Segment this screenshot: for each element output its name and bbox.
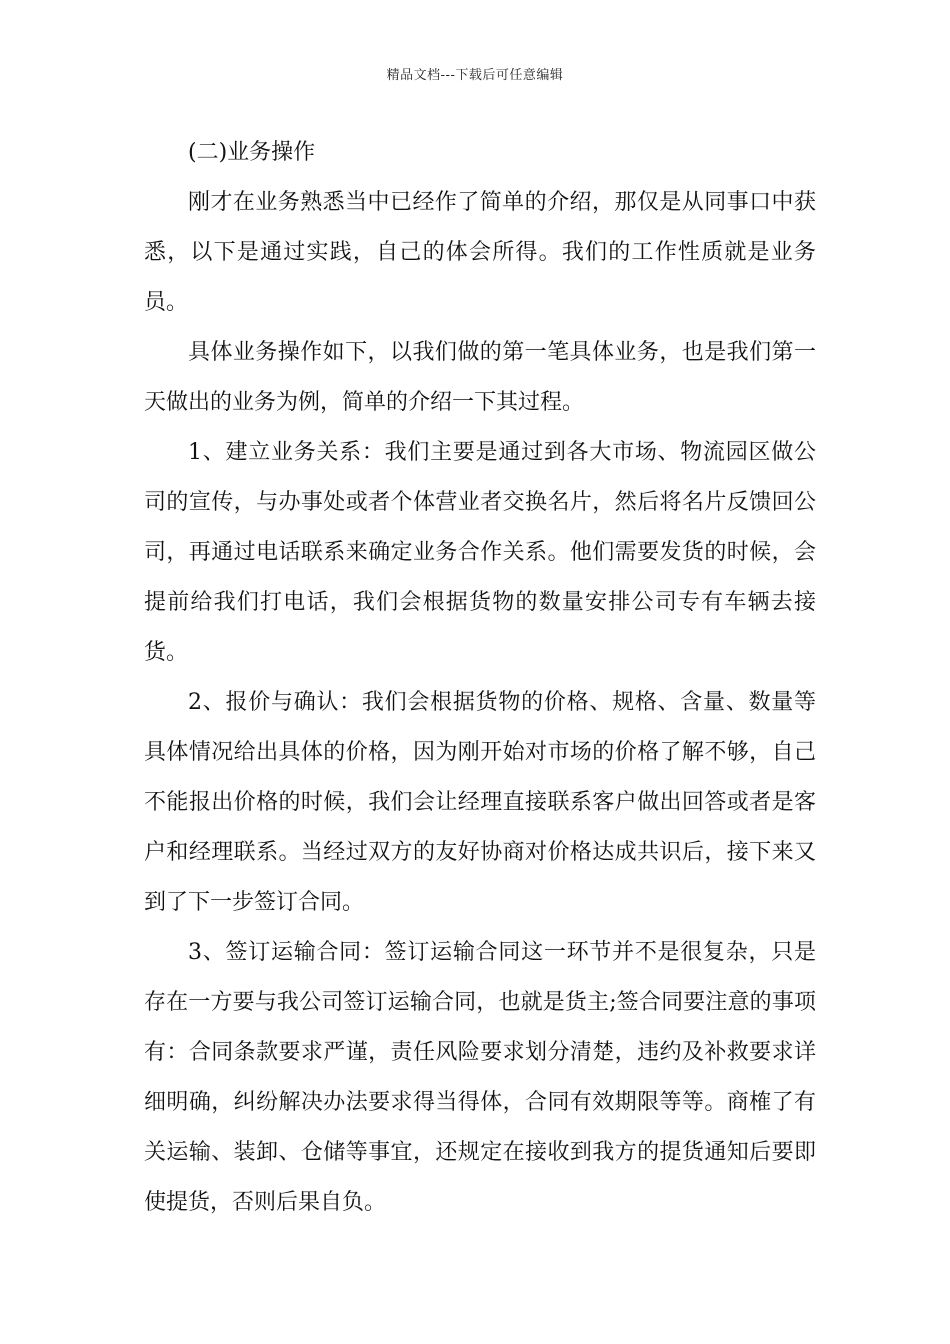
section-heading: (二)业务操作: [188, 140, 316, 165]
paragraph: 具体业务操作如下，以我们做的第一笔具体业务，也是我们第一天做出的业务为例，简单的介绍一下其过程。: [144, 340, 816, 415]
page-header: 精品文档---下载后可任意编辑: [386, 68, 564, 83]
paragraph: 刚才在业务熟悉当中已经作了简单的介绍，那仅是从同事口中获悉，以下是通过实践，自己的体会所得。我们的工作性质就是业务员。: [144, 190, 816, 315]
document-body: [144, 128, 816, 1228]
paragraph: 3、签订运输合同：签订运输合同这一环节并不是很复杂，只是存在一方要与我公司签订运输合同，也就是货主;签合同要注意的事项有：合同条款要求严谨，责任风险要求划分清楚，违约及补救要求详细明确，纠纷解决办法要求得当得体，合同有效期限等等。商榷了有关运输、装卸、仓储等事宜，还规定在接收到我方的提货通知后要即使提货，否则后果自负。: [144, 940, 816, 1215]
paragraph: 2、报价与确认：我们会根据货物的价格、规格、含量、数量等具体情况给出具体的价格，因为刚开始对市场的价格了解不够，自己不能报出价格的时候，我们会让经理直接联系客户做出回答或者是客户和经理联系。当经过双方的友好协商对价格达成共识后，接下来又到了下一步签订合同。: [144, 690, 816, 915]
paragraph: 1、建立业务关系：我们主要是通过到各大市场、物流园区做公司的宣传，与办事处或者个体营业者交换名片，然后将名片反馈回公司，再通过电话联系来确定业务合作关系。他们需要发货的时候，会提前给我们打电话，我们会根据货物的数量安排公司专有车辆去接货。: [144, 440, 816, 665]
